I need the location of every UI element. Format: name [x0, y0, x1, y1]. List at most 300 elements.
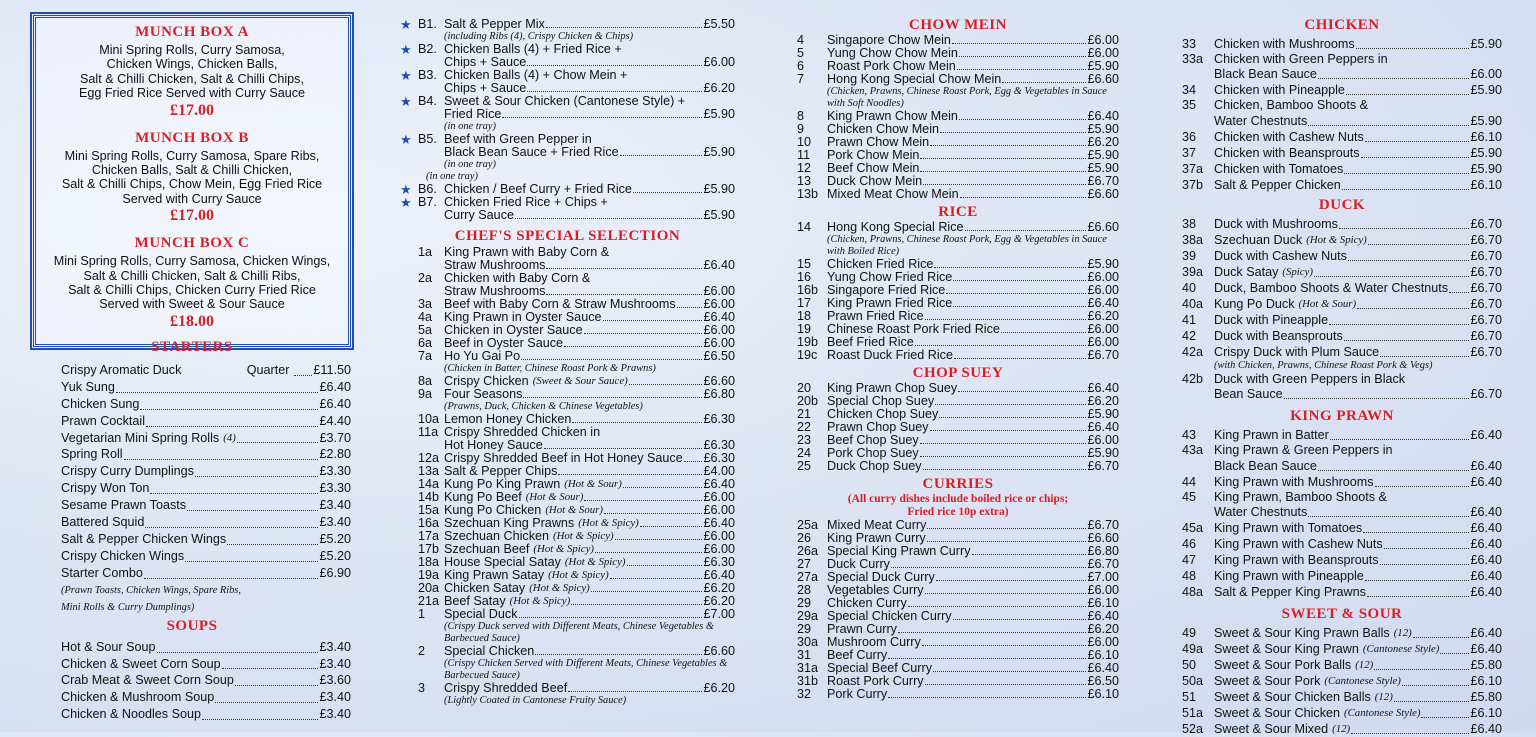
menu-item — [797, 73, 1119, 110]
item-row — [418, 608, 735, 621]
leader-dots — [1344, 173, 1469, 174]
item-price: £6.70 — [1470, 280, 1502, 295]
item-price: £6.60 — [703, 374, 735, 388]
item-number: 27a — [797, 570, 819, 584]
leader-dots — [677, 307, 703, 308]
item-name: Crispy Curry Dumplings — [61, 464, 194, 479]
leader-dots — [925, 684, 1087, 685]
item-name: Chicken with Baby Corn & — [444, 271, 591, 285]
star-icon: ★ — [400, 132, 412, 147]
item-tag: (12) — [1393, 627, 1412, 640]
item-name: Yung Chow Chow Mein — [827, 46, 958, 60]
duck-list — [1182, 216, 1502, 402]
item-name: Chicken, Bamboo Shoots & — [1214, 98, 1369, 113]
item-name: Chicken Fried Rice — [827, 257, 934, 271]
item-tag: (4) — [223, 431, 236, 444]
item-price: £6.40 — [1470, 521, 1502, 536]
item-price: £6.10 — [1470, 177, 1502, 192]
item-name: Chicken Balls (4) + Chow Mein + — [444, 68, 628, 82]
item-price: £6.00 — [1087, 635, 1119, 649]
description-line: Mini Spring Rolls, Curry Samosa, Chicken Wings, — [53, 254, 331, 269]
item-number: 45a — [1182, 521, 1204, 536]
item-name: Duck, Bamboo Shoots & Water Chestnuts — [1214, 280, 1449, 295]
description-line: Served with Sweet & Sour Sauce — [99, 297, 285, 312]
item-price: £6.40 — [1470, 569, 1502, 584]
item-row — [1182, 264, 1502, 280]
item-number: 19 — [797, 322, 812, 336]
item-row — [1182, 641, 1502, 657]
item-price: £5.90 — [1087, 446, 1119, 460]
item-price: £6.40 — [1087, 661, 1119, 675]
item-price: £6.40 — [319, 379, 351, 394]
item-name: Prawn Cocktail — [61, 413, 145, 428]
item-name: Chips + Sauce — [444, 55, 527, 69]
item-number: 8 — [797, 109, 805, 123]
leader-dots — [888, 658, 1086, 659]
menu-item — [1182, 689, 1502, 705]
item-name: Special Duck Curry — [827, 570, 935, 584]
item-price: £5.20 — [319, 548, 351, 563]
item-price: £5.90 — [1470, 113, 1502, 128]
item-name: Duck with Pineapple — [1214, 312, 1329, 327]
item-number: 35 — [1182, 98, 1197, 113]
item-price: £5.90 — [1087, 257, 1119, 271]
item-number: 51a — [1182, 706, 1204, 721]
menu-item — [1182, 232, 1502, 248]
item-number: 20a — [418, 581, 440, 595]
item-row — [1182, 474, 1502, 490]
leader-dots — [546, 27, 703, 28]
item-name: Bean Sauce — [1214, 387, 1283, 402]
leader-dots — [1394, 701, 1470, 702]
item-price: £5.90 — [1470, 161, 1502, 176]
description-line: Chicken Balls, Salt & Chilli Chicken, — [91, 163, 293, 178]
item-name: Duck Chow Mein — [827, 174, 923, 188]
item-name: King Prawn Satay — [444, 568, 545, 582]
leader-dots — [1346, 94, 1470, 95]
item-name: Chicken with Pineapple — [1214, 83, 1345, 98]
item-line — [1182, 372, 1502, 386]
item-price: £6.00 — [703, 336, 735, 350]
leader-dots — [915, 345, 1087, 346]
menu-item — [1182, 474, 1502, 490]
item-name: Szechuan Chicken — [444, 529, 550, 543]
menu-item — [61, 480, 351, 497]
leader-dots — [195, 476, 319, 477]
leader-dots — [1374, 669, 1469, 670]
item-price: £3.60 — [319, 673, 351, 688]
item-price: £6.00 — [703, 490, 735, 504]
leader-dots — [144, 578, 319, 579]
item-price: £6.10 — [1087, 596, 1119, 610]
item-price: £11.50 — [313, 362, 351, 377]
item-price: £6.80 — [703, 387, 735, 401]
item-number: 14b — [418, 490, 440, 504]
item-row — [418, 350, 735, 363]
leader-dots — [523, 397, 702, 398]
leader-dots — [546, 268, 702, 269]
item-row — [1182, 504, 1502, 520]
munch-box-title: MUNCH BOX C — [134, 235, 250, 252]
item-number: 16 — [797, 270, 812, 284]
item-row — [1182, 705, 1502, 721]
item-price: £3.40 — [319, 656, 351, 671]
item-name: Salt & Pepper King Prawns — [1214, 585, 1366, 600]
item-price: £5.90 — [703, 182, 735, 196]
item-name: Chicken Curry — [827, 596, 907, 610]
item-number: 12a — [418, 451, 440, 465]
star-icon: ★ — [400, 68, 412, 83]
item-name: Ho Yu Gai Po — [444, 349, 521, 363]
item-name: Chicken Chop Suey — [827, 407, 939, 421]
item-name: Chicken Sung — [61, 396, 140, 411]
item-name: Sweet & Sour King Prawn Balls — [1214, 626, 1390, 641]
item-note: (Chicken, Prawns, Chinese Roast Pork, Egg & Vegetables in Sauce with Soft Noodles) — [827, 86, 1107, 109]
item-name: Hot Honey Sauce — [444, 438, 543, 452]
item-row — [1182, 721, 1502, 737]
leader-dots — [972, 554, 1087, 555]
munch-box — [33, 235, 351, 331]
item-tag: (Hot & Spicy) — [578, 517, 639, 529]
leader-dots — [1348, 260, 1470, 261]
leader-dots — [571, 604, 702, 605]
item-number: 1 — [418, 607, 426, 621]
item-number: 18 — [797, 309, 812, 323]
item-price: £6.40 — [1470, 474, 1502, 489]
menu-item — [797, 188, 1119, 201]
item-number: 42 — [1182, 328, 1197, 343]
item-name: Singapore Fried Rice — [827, 283, 946, 297]
leader-dots — [1308, 516, 1469, 517]
leader-dots — [294, 375, 312, 376]
item-number: 34 — [1182, 83, 1197, 98]
leader-dots — [922, 645, 1087, 646]
item-name: Prawn Fried Rice — [827, 309, 924, 323]
menu-item — [1182, 296, 1502, 312]
leader-dots — [544, 448, 703, 449]
item-name: Special Duck — [444, 607, 518, 621]
item-price: £6.70 — [1470, 248, 1502, 263]
item-price: £6.10 — [1470, 674, 1502, 689]
star-icon: ★ — [400, 195, 412, 210]
item-price: £4.00 — [703, 464, 735, 478]
leader-dots — [235, 685, 319, 686]
item-name: Sweet & Sour King Prawn — [1214, 642, 1359, 657]
menu-item — [1182, 673, 1502, 689]
item-note: (in one tray) — [426, 171, 478, 182]
item-number: 17a — [418, 529, 440, 543]
item-name: Chicken with Tomatoes — [1214, 161, 1344, 176]
item-number: 9a — [418, 387, 433, 401]
item-name: Black Bean Sauce + Fried Rice — [444, 145, 619, 159]
item-row — [418, 682, 735, 695]
item-row — [1182, 552, 1502, 568]
item-note: (including Ribs (4), Crispy Chicken & Chips) — [444, 31, 634, 42]
item-name: Special Chicken Curry — [827, 609, 952, 623]
item-price: £6.40 — [1470, 585, 1502, 600]
item-price: £6.40 — [1470, 626, 1502, 641]
leader-dots — [515, 218, 702, 219]
item-note: (in one tray) — [444, 121, 496, 132]
item-number: 39a — [1182, 264, 1204, 279]
item-number: 4 — [797, 33, 805, 47]
item-name: Duck Satay — [1214, 264, 1279, 279]
curries-subtitle: (All curry dishes include boiled rice or chips; — [847, 493, 1069, 505]
item-number: 49a — [1182, 642, 1204, 657]
leader-dots — [546, 294, 702, 295]
item-number: 48a — [1182, 585, 1204, 600]
item-price: £6.00 — [703, 503, 735, 517]
item-number: 8a — [418, 374, 433, 388]
menu-item — [400, 43, 735, 69]
column-1 — [33, 0, 351, 723]
item-row — [418, 388, 735, 401]
leader-dots — [898, 632, 1087, 633]
item-number: 6a — [418, 336, 433, 350]
item-price: £6.70 — [1470, 312, 1502, 327]
leader-dots — [1344, 340, 1470, 341]
munch-box-price: £17.00 — [170, 207, 214, 225]
item-name: Chicken with Beansprouts — [1214, 145, 1360, 160]
item-name: King Prawn with Mushrooms — [1214, 474, 1374, 489]
leader-dots — [1318, 78, 1470, 79]
item-number: 37b — [1182, 177, 1204, 192]
item-name: Straw Mushrooms — [444, 284, 546, 298]
item-price: £6.00 — [1087, 270, 1119, 284]
item-name: Four Seasons — [444, 387, 523, 401]
description-line: Egg Fried Rice Served with Curry Sauce — [78, 86, 306, 101]
leader-dots — [604, 513, 703, 514]
item-number: 44 — [1182, 474, 1197, 489]
item-name: Chicken Satay — [444, 581, 526, 595]
item-price: £6.70 — [1470, 264, 1502, 279]
item-number: 23 — [797, 433, 812, 447]
menu-item — [1182, 443, 1502, 473]
item-price: £6.70 — [1470, 328, 1502, 343]
item-name: Salt & Pepper Chips — [444, 464, 558, 478]
item-name: Chicken with Mushrooms — [1214, 37, 1355, 51]
item-number: B3. — [418, 68, 437, 82]
menu-item — [1182, 657, 1502, 673]
item-name: King Prawn with Cashew Nuts — [1214, 537, 1383, 552]
item-row — [418, 645, 735, 658]
item-name: Kung Po Chicken — [444, 503, 542, 517]
menu-item — [61, 497, 351, 514]
starters-list — [33, 362, 351, 616]
description-line: Served with Curry Sauce — [122, 191, 262, 206]
leader-dots — [584, 500, 702, 501]
item-number: 15 — [797, 257, 812, 271]
item-name: Black Bean Sauce — [1214, 458, 1317, 473]
leader-dots — [939, 417, 1086, 418]
item-number: 13a — [418, 464, 440, 478]
item-price: £3.40 — [319, 707, 351, 722]
leader-dots — [157, 652, 319, 653]
menu-item — [1182, 82, 1502, 98]
item-tag: (Hot & Sour) — [1298, 297, 1357, 310]
item-name: Pork Chow Mein — [827, 148, 920, 162]
item-number: 29 — [797, 596, 812, 610]
item-number: 14 — [797, 220, 812, 234]
item-price: £6.40 — [1470, 537, 1502, 552]
soups-list — [33, 639, 351, 724]
section-title-sweet-sour: SWEET & SOUR — [1281, 606, 1403, 623]
menu-item — [61, 396, 351, 413]
item-price: £5.90 — [1470, 83, 1502, 98]
menu-item — [400, 69, 735, 95]
item-tag: (12) — [1374, 691, 1393, 704]
leader-dots — [603, 320, 703, 321]
item-name: Special Chicken — [444, 644, 535, 658]
leader-dots — [920, 456, 1087, 457]
munch-box-description — [33, 149, 351, 207]
item-row — [400, 209, 735, 222]
leader-dots — [187, 510, 318, 511]
menu-item — [61, 446, 351, 463]
item-price: £5.90 — [1087, 407, 1119, 421]
leader-dots — [116, 392, 319, 393]
leader-dots — [953, 280, 1086, 281]
menu-item — [797, 688, 1119, 701]
leader-dots — [958, 391, 1086, 392]
item-price: £6.30 — [703, 451, 735, 465]
leader-dots — [957, 69, 1087, 70]
leader-dots — [923, 184, 1086, 185]
item-name: Sweet & Sour Chicken — [1214, 706, 1340, 721]
leader-dots — [959, 119, 1087, 120]
item-number: 7a — [418, 349, 433, 363]
item-name: Mixed Meat Chow Mein — [827, 187, 959, 201]
item-tag: (Sweet & Sour Sauce) — [532, 375, 628, 387]
leader-dots — [568, 691, 702, 692]
item-name: Szechuan Duck — [1214, 232, 1303, 247]
menu-item — [61, 565, 351, 582]
leader-dots — [1329, 324, 1469, 325]
leader-dots — [1402, 685, 1470, 686]
item-row — [1182, 328, 1502, 344]
section-title-king-prawn: KING PRAWN — [1290, 408, 1394, 425]
item-number: 37 — [1182, 145, 1197, 160]
item-number: 49 — [1182, 626, 1197, 641]
leader-dots — [527, 91, 702, 92]
item-number: 29a — [797, 609, 819, 623]
item-row — [1182, 312, 1502, 328]
menu-item — [1182, 177, 1502, 193]
leader-dots — [1002, 82, 1086, 83]
item-tag: (Cantonese Style) — [1324, 675, 1401, 688]
menu-item — [418, 426, 735, 452]
item-number: 4a — [418, 310, 433, 324]
item-number: 27 — [797, 557, 812, 571]
leader-dots — [1001, 332, 1087, 333]
leader-dots — [627, 565, 703, 566]
leader-dots — [623, 487, 703, 488]
item-number: 5 — [797, 46, 805, 60]
king_prawn-list — [1182, 427, 1502, 600]
item-name: Chicken in Oyster Sauce — [444, 323, 583, 337]
item-name: Sweet & Sour Mixed — [1214, 722, 1329, 737]
leader-dots — [1368, 244, 1470, 245]
item-price: £6.10 — [1470, 129, 1502, 144]
menu-item — [61, 672, 351, 689]
item-name: Szechuan King Prawns — [444, 516, 575, 530]
item-tag: (Hot & Spicy) — [548, 569, 609, 581]
item-name: Salt & Pepper Chicken Wings — [61, 531, 227, 546]
item-tag: (Spicy) — [1282, 265, 1313, 278]
item-name: Chicken / Beef Curry + Fried Rice — [444, 182, 632, 196]
item-number: 43 — [1182, 428, 1197, 443]
item-number: 21a — [418, 594, 440, 608]
leader-dots — [227, 544, 318, 545]
curries-subtitle: Fried rice 10p extra) — [907, 506, 1009, 518]
section-title-duck: DUCK — [1318, 196, 1366, 213]
item-price: £3.40 — [319, 498, 351, 513]
item-price: £3.40 — [319, 690, 351, 705]
item-name: Crispy Shredded Beef — [444, 681, 568, 695]
item-name: Roast Duck Fried Rice — [827, 348, 953, 362]
item-name: Crispy Shredded Beef in Hot Honey Sauce — [444, 451, 683, 465]
item-number: 19b — [797, 335, 819, 349]
item-number: 39 — [1182, 248, 1197, 263]
leader-dots — [920, 171, 1086, 172]
item-name: Beef Fried Rice — [827, 335, 914, 349]
leader-dots — [1356, 48, 1470, 49]
item-price: £5.80 — [1470, 690, 1502, 705]
item-name: Pork Chop Suey — [827, 446, 919, 460]
item-price: £5.80 — [1470, 658, 1502, 673]
item-row — [1182, 232, 1502, 248]
menu-item — [1182, 641, 1502, 657]
item-row — [400, 108, 735, 121]
item-name: Special Chop Suey — [827, 394, 935, 408]
item-name: Chicken with Green Peppers in — [1214, 52, 1388, 66]
leader-dots — [215, 702, 318, 703]
item-name: Black Bean Sauce — [1214, 67, 1317, 82]
item-line — [1182, 490, 1502, 504]
leader-dots — [1339, 228, 1470, 229]
item-number: 3a — [418, 297, 433, 311]
item-number: 9 — [797, 122, 805, 136]
item-row — [1182, 386, 1502, 402]
item-number: 50a — [1182, 674, 1204, 689]
item-number: 11 — [797, 148, 811, 162]
item-number: 2a — [418, 271, 433, 285]
item-number: 5a — [418, 323, 433, 337]
item-name: King Prawn Chop Suey — [827, 381, 958, 395]
menu-item — [418, 246, 735, 272]
leader-dots — [1365, 141, 1470, 142]
item-price: £6.40 — [703, 310, 735, 324]
chop_suey-list — [797, 382, 1119, 473]
leader-dots — [1351, 733, 1469, 734]
menu-item — [1182, 312, 1502, 328]
item-price: £6.20 — [1087, 135, 1119, 149]
leader-dots — [1440, 653, 1469, 654]
section-title-soups: SOUPS — [166, 617, 218, 634]
item-note: (Lightly Coated in Cantonese Fruity Sauce) — [444, 695, 627, 706]
item-price: £5.50 — [703, 17, 735, 31]
menu-item — [1182, 280, 1502, 296]
item-row — [1182, 427, 1502, 443]
item-price: £6.40 — [1470, 428, 1502, 443]
description-line: Chicken Wings, Chicken Balls, — [106, 57, 278, 72]
section-title-chicken: CHICKEN — [1304, 17, 1380, 33]
item-row — [1182, 673, 1502, 689]
leader-dots — [953, 619, 1087, 620]
item-price: £6.40 — [703, 258, 735, 272]
item-name: Singapore Chow Mein — [827, 33, 951, 47]
menu-item — [418, 272, 735, 298]
